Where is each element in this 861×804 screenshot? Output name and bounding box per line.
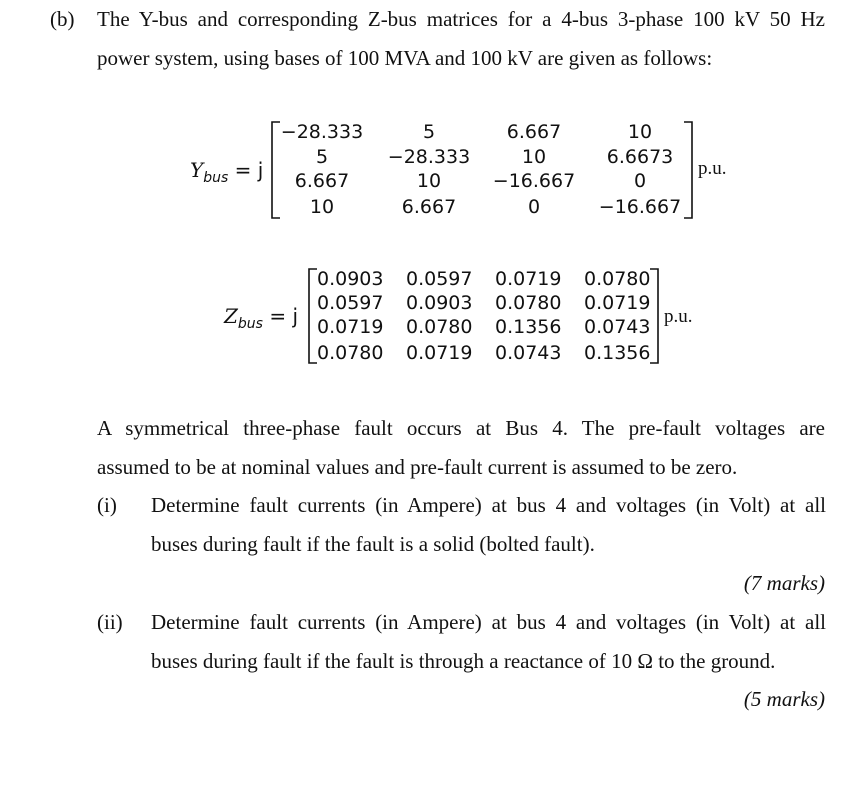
zbus-cell: 0.0780: [584, 268, 651, 290]
ybus-label: [190, 158, 263, 186]
fault-line-2: assumed to be at nominal values and pre-fault current is assumed to be zero.: [97, 455, 738, 479]
ybus-cell: 10: [521, 146, 547, 168]
question-2-line-2: buses during fault if the fault is through a reactance of 10 Ω to the ground.: [151, 649, 776, 673]
question-2-marks: (5 marks): [743, 687, 825, 711]
ybus-cell: −28.333: [280, 121, 364, 143]
zbus-cell: 0.0903: [317, 268, 384, 290]
intro-line-1: The Y-bus and corresponding Z-bus matrices for a 4-bus 3-phase 100 kV 50 Hz: [97, 7, 825, 31]
zbus-cell: 0.0743: [584, 316, 651, 338]
ybus-cell: −16.667: [598, 196, 682, 218]
ybus-subscript: bus: [203, 170, 229, 186]
zbus-cell: 0.0719: [584, 292, 651, 314]
ybus-unit: p.u.: [698, 158, 727, 179]
zbus-cell: 0.0743: [495, 342, 562, 364]
ybus-cell: 10: [309, 196, 335, 218]
ybus-cell: 0: [633, 170, 647, 192]
zbus-cell: 0.0719: [317, 316, 384, 338]
question-2-label: (ii): [97, 610, 123, 634]
ybus-cell: 5: [315, 146, 329, 168]
zbus-cell: 0.0597: [317, 292, 384, 314]
ybus-equals: = j: [234, 158, 264, 182]
zbus-cell: 0.0780: [317, 342, 384, 364]
question-1-marks: (7 marks): [743, 571, 825, 595]
zbus-cell: 0.0719: [495, 268, 562, 290]
zbus-subscript: bus: [237, 316, 263, 332]
fault-line-1: A symmetrical three-phase fault occurs at Bus 4. The pre-fault voltages are: [97, 416, 825, 440]
zbus-unit: p.u.: [664, 306, 693, 327]
zbus-cell: 0.1356: [584, 342, 651, 364]
ybus-cell: 10: [627, 121, 653, 143]
ybus-cell: 6.667: [401, 196, 457, 218]
ybus-cell: 5: [422, 121, 436, 143]
zbus-equals: = j: [269, 304, 298, 328]
question-1-line-1: Determine fault currents (in Ampere) at bus 4 and voltages (in Volt) at all: [151, 493, 826, 517]
zbus-cell: 0.0597: [406, 268, 473, 290]
zbus-cell: 0.0903: [406, 292, 473, 314]
ybus-symbol: Y: [190, 158, 204, 182]
intro-line-2: power system, using bases of 100 MVA and 100 kV are given as follows:: [97, 46, 713, 70]
ybus-cell: −28.333: [387, 146, 471, 168]
part-label: (b): [50, 7, 75, 31]
zbus-cell: 0.1356: [495, 316, 562, 338]
ybus-right-bracket: [681, 120, 695, 220]
question-1-label: (i): [97, 493, 117, 517]
ybus-cell: 0: [527, 196, 541, 218]
zbus-symbol: Z: [224, 304, 238, 328]
zbus-cell: 0.0780: [406, 316, 473, 338]
zbus-cell: 0.0719: [406, 342, 473, 364]
ybus-cell: 6.667: [294, 170, 350, 192]
question-2-line-1: Determine fault currents (in Ampere) at bus 4 and voltages (in Volt) at all: [151, 610, 826, 634]
ybus-cell: 6.667: [506, 121, 562, 143]
question-1-line-2: buses during fault if the fault is a solid (bolted fault).: [151, 532, 595, 556]
zbus-label: [224, 304, 298, 332]
ybus-cell: 10: [416, 170, 442, 192]
ybus-cell: −16.667: [492, 170, 576, 192]
ybus-cell: 6.6673: [606, 146, 674, 168]
zbus-cell: 0.0780: [495, 292, 562, 314]
